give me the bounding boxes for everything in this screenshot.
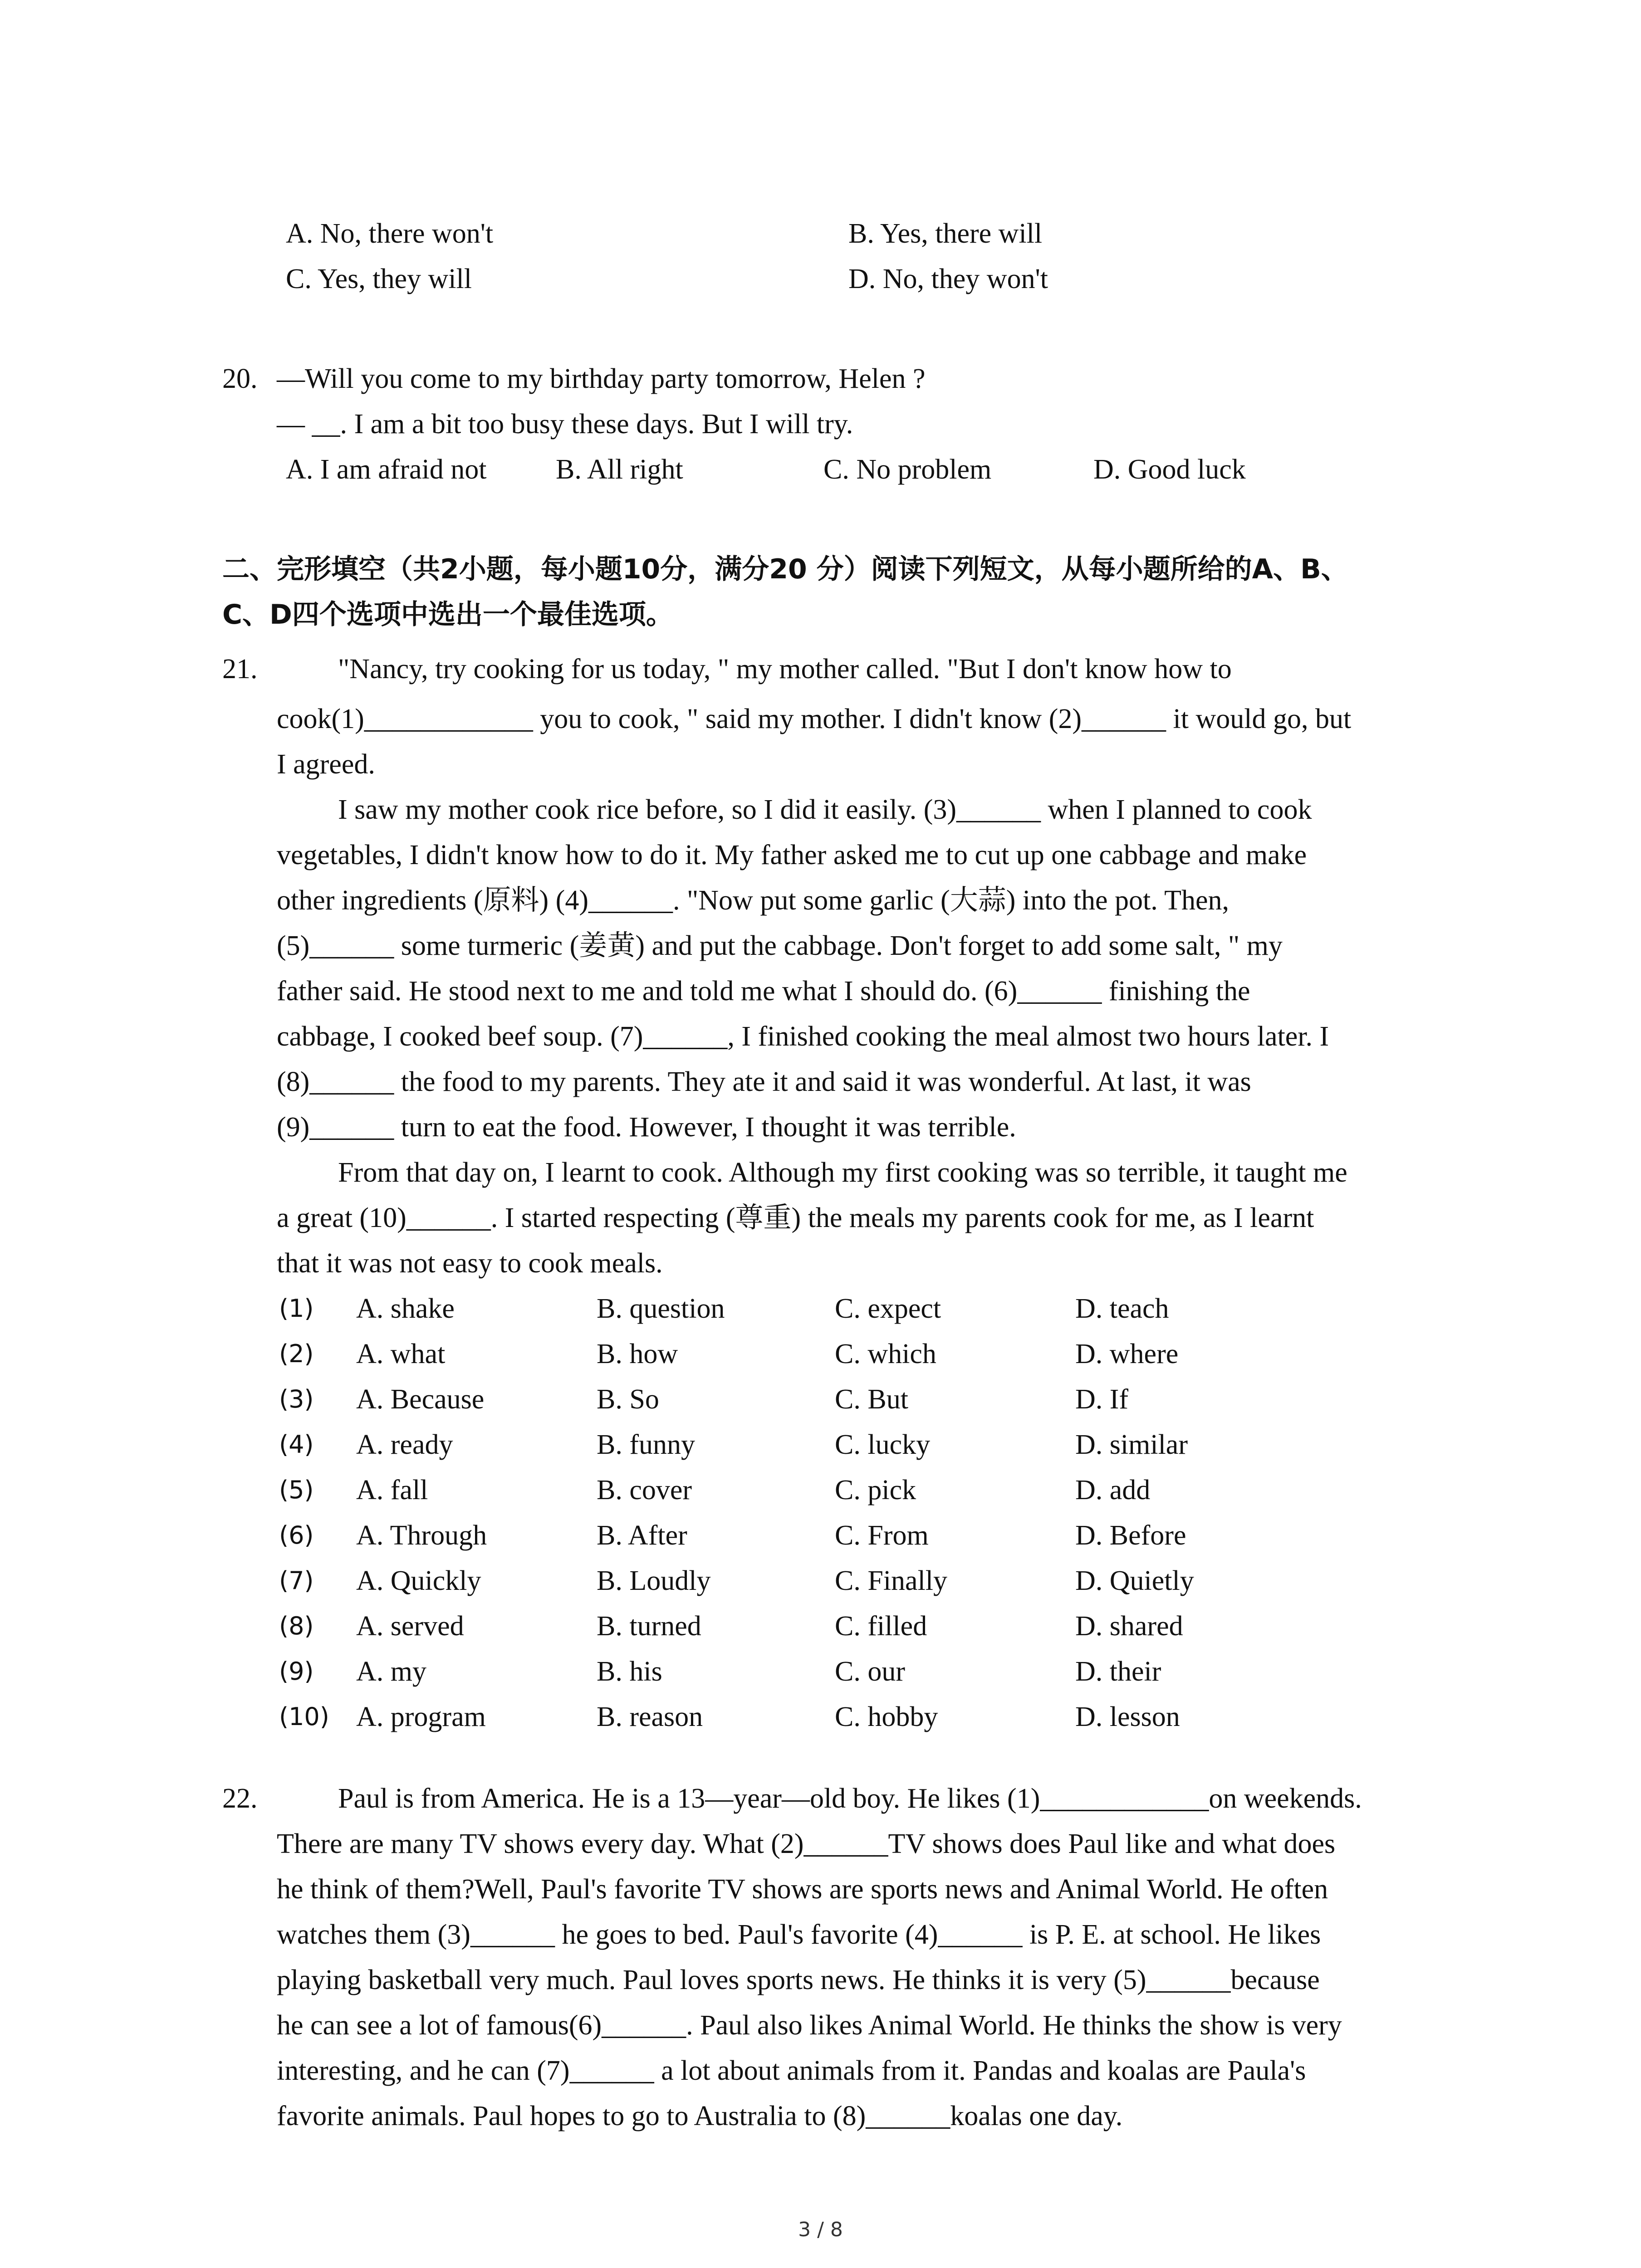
option-number: (10)	[279, 1702, 329, 1731]
option-a: A. shake	[356, 1293, 455, 1324]
option-d: D. lesson	[1075, 1701, 1180, 1732]
option-a: A. served	[356, 1611, 464, 1642]
q21-line: cabbage, I cooked beef soup. (7)______, I finished cooking the meal almost two hours later. I	[277, 1021, 1329, 1052]
option-b: B. turned	[597, 1611, 701, 1642]
q19-option-d: D. No, they won't	[848, 264, 1048, 294]
option-a: A. Quickly	[356, 1565, 481, 1596]
q21-line: From that day on, I learnt to cook. Although my first cooking was so terrible, it taught me	[338, 1157, 1347, 1188]
q21-line: I saw my mother cook rice before, so I did it easily. (3)______ when I planned to cook	[338, 794, 1312, 825]
option-a: A. fall	[356, 1475, 428, 1505]
q21-line: vegetables, I didn't know how to do it. My father asked me to cut up one cabbage and make	[277, 840, 1307, 870]
q21-line: I agreed.	[277, 749, 375, 780]
q21-line: other ingredients (原料) (4)______. "Now put some garlic (大蒜) into the pot. Then,	[277, 885, 1230, 916]
q21-number: 21.	[222, 654, 258, 684]
option-c: C. which	[835, 1339, 936, 1369]
option-c: C. hobby	[835, 1701, 938, 1732]
option-b: B. cover	[597, 1475, 692, 1505]
q20-option-b: B. All right	[556, 454, 683, 485]
q21-line: (8)______ the food to my parents. They ate it and said it was wonderful. At last, it was	[277, 1066, 1251, 1097]
option-number: (2)	[279, 1339, 314, 1368]
q22-line: There are many TV shows every day. What (2)______TV shows does Paul like and what does	[277, 1828, 1336, 1859]
option-number: (9)	[279, 1657, 314, 1686]
option-b: B. Loudly	[597, 1565, 711, 1596]
option-c: C. our	[835, 1656, 905, 1687]
q22-line: favorite animals. Paul hopes to go to Australia to (8)______koalas one day.	[277, 2101, 1123, 2131]
option-a: A. my	[356, 1656, 426, 1687]
option-c: C. From	[835, 1520, 929, 1551]
q19-option-b: B. Yes, there will	[848, 218, 1043, 249]
section-heading-line-1: 二、完形填空（共2小题，每小题10分，满分20 分）阅读下列短文，从每小题所给的A、B、	[222, 553, 1348, 585]
q21-line: (9)______ turn to eat the food. However, I thought it was terrible.	[277, 1112, 1016, 1143]
option-c: C. expect	[835, 1293, 941, 1324]
q19-option-a: A. No, there won't	[286, 218, 494, 249]
option-a: A. Through	[356, 1520, 487, 1551]
q20-line-1: —Will you come to my birthday party tomorrow, Helen ?	[277, 363, 926, 394]
option-d: D. teach	[1075, 1293, 1169, 1324]
option-b: B. his	[597, 1656, 662, 1687]
option-number: (8)	[279, 1612, 314, 1640]
option-c: C. lucky	[835, 1429, 931, 1460]
option-d: D. where	[1075, 1339, 1179, 1369]
q21-line: "Nancy, try cooking for us today, " my mother called. "But I don't know how to	[338, 654, 1232, 684]
option-b: B. funny	[597, 1429, 695, 1460]
q21-line: a great (10)______. I started respecting (尊重) the meals my parents cook for me, as I learnt	[277, 1202, 1314, 1233]
option-number: (5)	[279, 1476, 314, 1504]
option-number: (4)	[279, 1430, 314, 1459]
option-d: D. Quietly	[1075, 1565, 1194, 1596]
option-a: A. ready	[356, 1429, 453, 1460]
q20-number: 20.	[222, 363, 258, 394]
section-heading-line-2: C、D四个选项中选出一个最佳选项。	[222, 599, 673, 631]
q20-option-c: C. No problem	[823, 454, 992, 485]
q20-option-a: A. I am afraid not	[286, 454, 487, 485]
q22-line: Paul is from America. He is a 13—year—old boy. He likes (1)____________on weekends.	[338, 1783, 1362, 1814]
option-number: (6)	[279, 1521, 314, 1549]
option-c: C. pick	[835, 1475, 916, 1505]
option-d: D. If	[1075, 1384, 1129, 1415]
q22-line: he think of them?Well, Paul's favorite TV shows are sports news and Animal World. He often	[277, 1874, 1328, 1905]
option-b: B. how	[597, 1339, 678, 1369]
q20-line-2: — __. I am a bit too busy these days. But I will try.	[277, 409, 853, 440]
option-number: (1)	[279, 1294, 314, 1323]
option-d: D. shared	[1075, 1611, 1183, 1642]
option-b: B. question	[597, 1293, 725, 1324]
option-d: D. Before	[1075, 1520, 1186, 1551]
q21-line: father said. He stood next to me and told me what I should do. (6)______ finishing the	[277, 976, 1250, 1007]
q22-line: interesting, and he can (7)______ a lot about animals from it. Pandas and koalas are Paula's	[277, 2055, 1306, 2086]
option-b: B. reason	[597, 1701, 703, 1732]
option-c: C. But	[835, 1384, 908, 1415]
q21-line: cook(1)____________ you to cook, " said my mother. I didn't know (2)______ it would go, but	[277, 704, 1352, 734]
q22-line: playing basketball very much. Paul loves sports news. He thinks it is very (5)______because	[277, 1965, 1320, 1995]
option-b: B. After	[597, 1520, 687, 1551]
option-c: C. Finally	[835, 1565, 948, 1596]
page-number: 3 / 8	[798, 2218, 843, 2241]
q22-line: watches them (3)______ he goes to bed. Paul's favorite (4)______ is P. E. at school. He likes	[277, 1919, 1321, 1950]
q22-line: he can see a lot of famous(6)______. Paul also likes Animal World. He thinks the show is very	[277, 2010, 1342, 2041]
option-number: (3)	[279, 1385, 314, 1413]
option-number: (7)	[279, 1566, 314, 1595]
option-d: D. add	[1075, 1475, 1151, 1505]
q22-number: 22.	[222, 1783, 258, 1814]
option-a: A. program	[356, 1701, 486, 1732]
option-d: D. their	[1075, 1656, 1161, 1687]
option-a: A. Because	[356, 1384, 485, 1415]
q21-line: that it was not easy to cook meals.	[277, 1248, 663, 1279]
option-a: A. what	[356, 1339, 446, 1369]
option-b: B. So	[597, 1384, 659, 1415]
option-c: C. filled	[835, 1611, 927, 1642]
q20-option-d: D. Good luck	[1093, 454, 1246, 485]
q21-line: (5)______ some turmeric (姜黄) and put the cabbage. Don't forget to add some salt, " my	[277, 930, 1283, 961]
q19-option-c: C. Yes, they will	[286, 264, 472, 294]
option-d: D. similar	[1075, 1429, 1188, 1460]
